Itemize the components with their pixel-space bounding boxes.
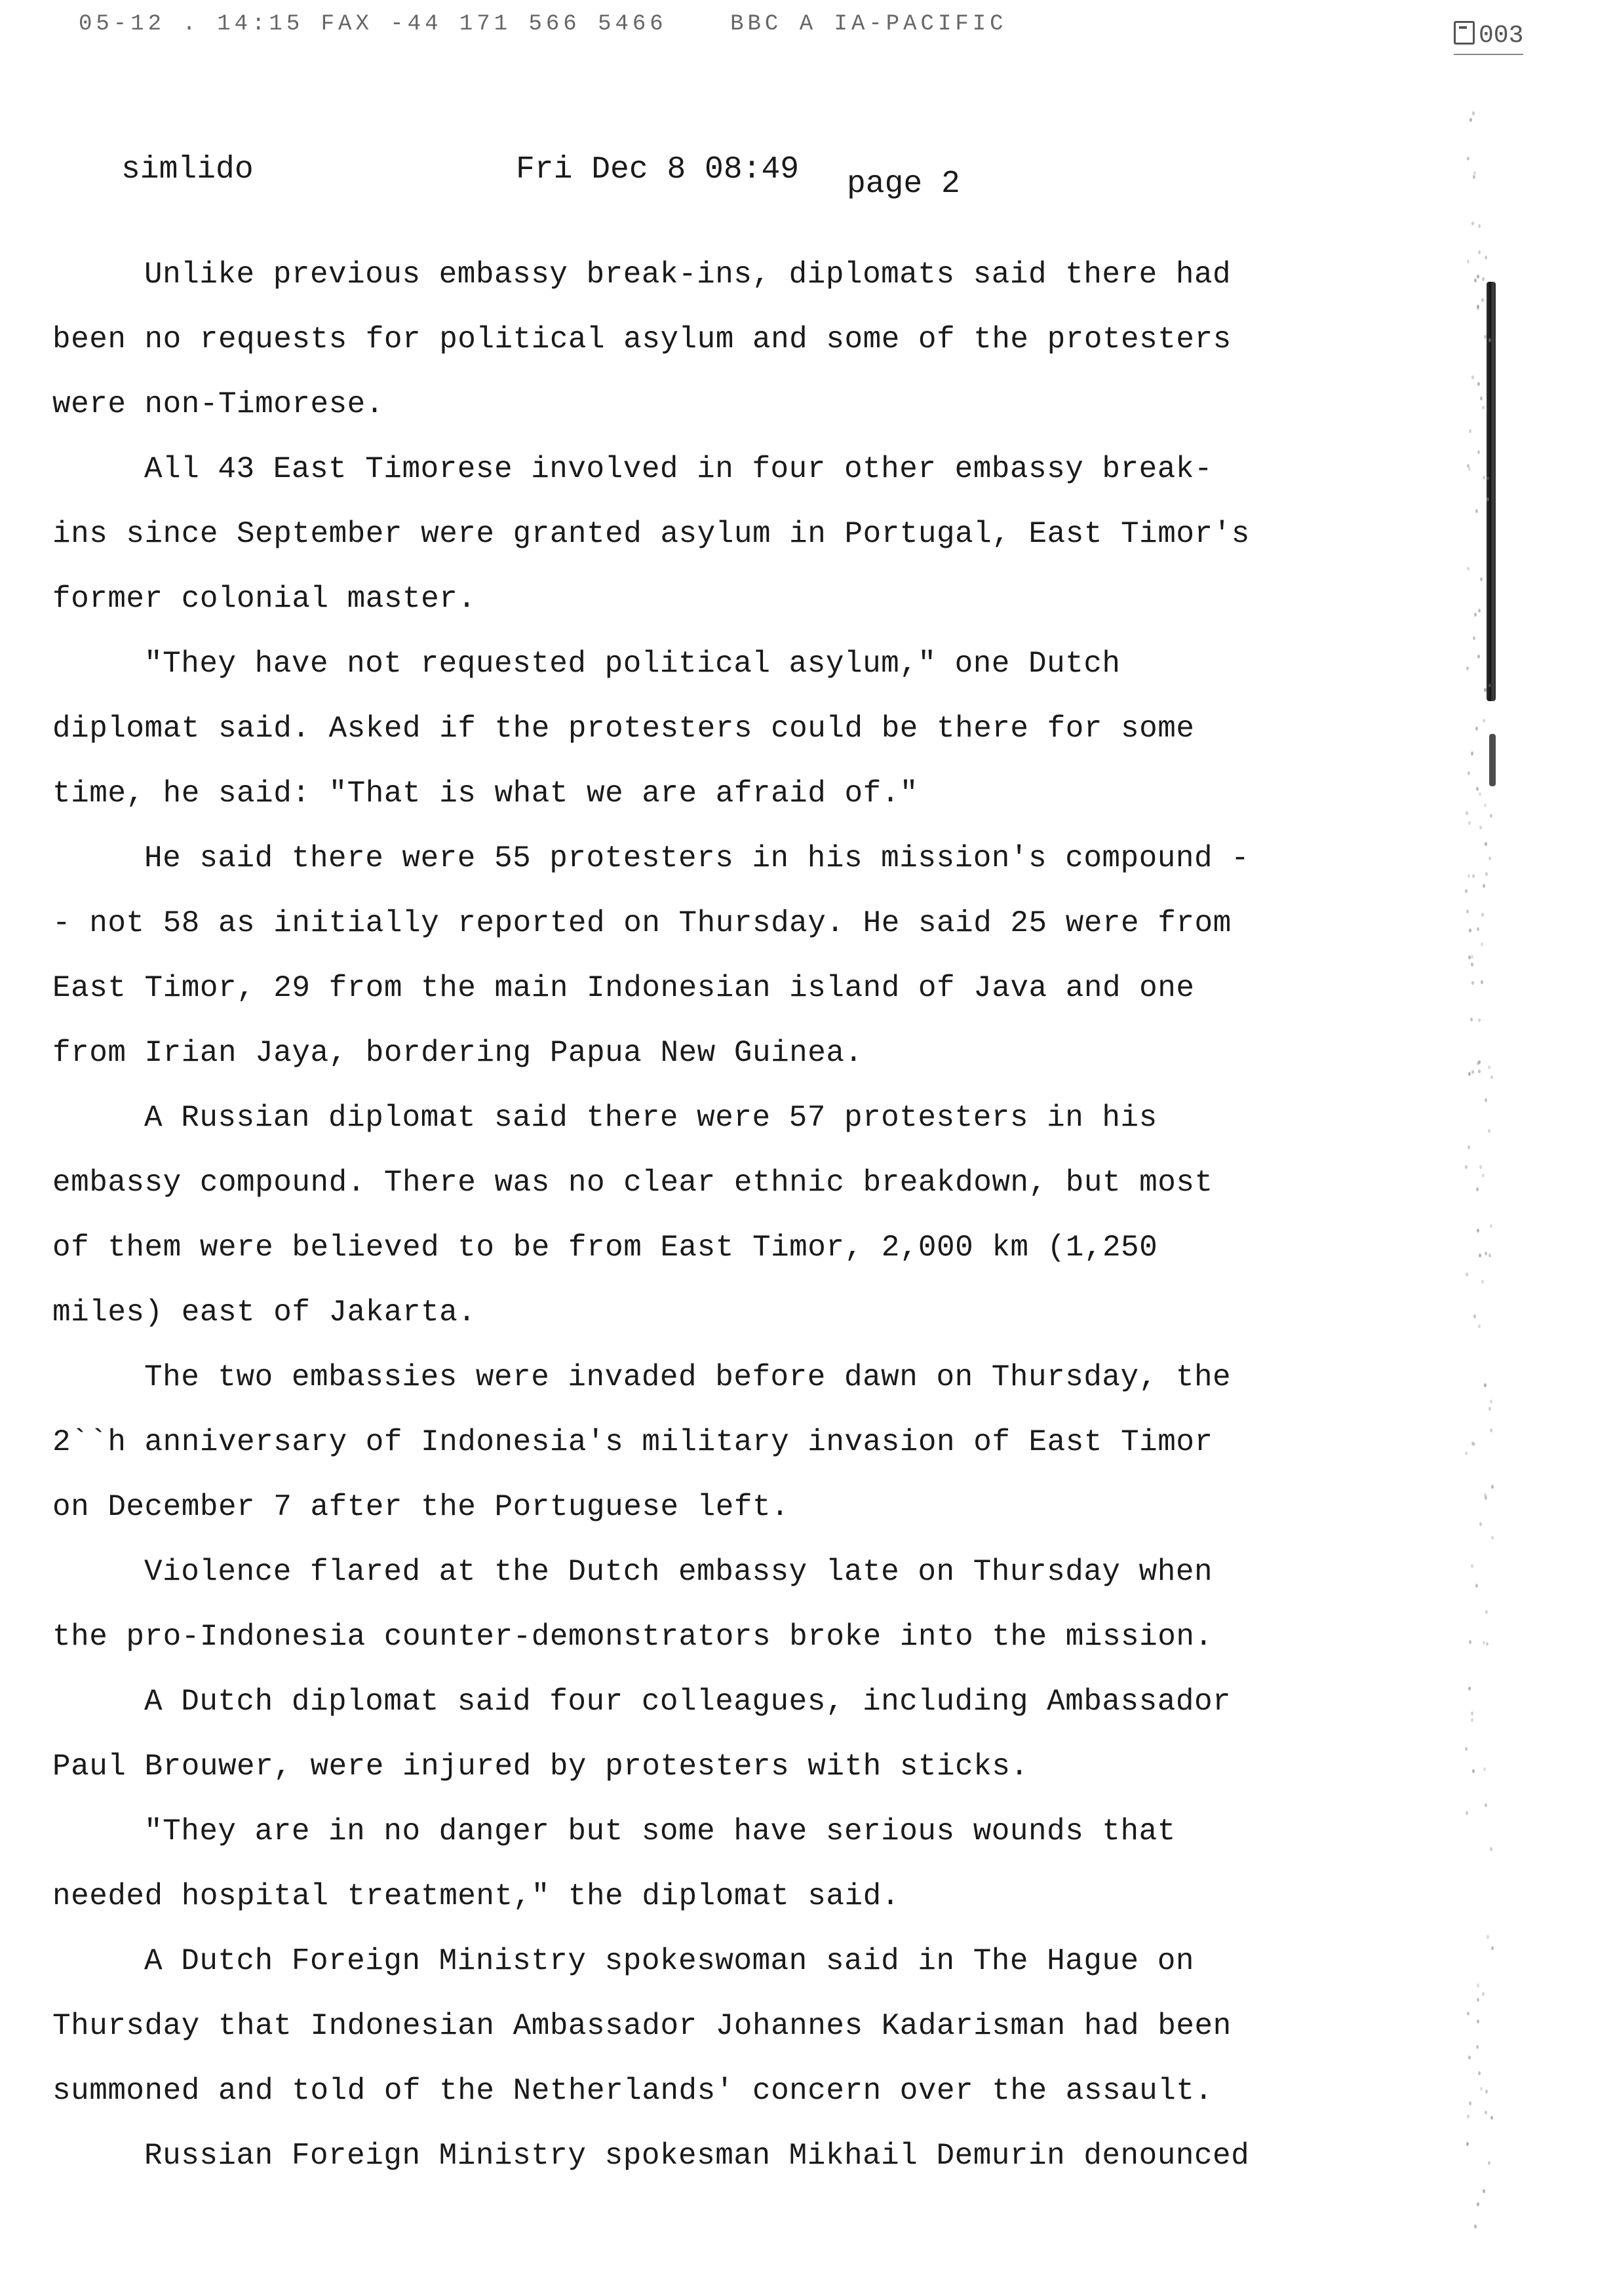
fax-transmission-header [79, 12, 1053, 37]
scan-speck [1485, 842, 1487, 846]
scan-speck [1478, 609, 1481, 613]
scan-speck [1486, 1642, 1489, 1646]
paragraph: A Dutch Foreign Ministry spokeswoman said in The Hague on Thursday that Indonesian Ambassador Johannes Kadarisman had been summoned and told of the Netherlands' concern over the assault. [52, 1944, 1232, 2108]
scan-speck [1487, 476, 1489, 480]
fax-page-number [1454, 21, 1523, 55]
scan-speck [1483, 2189, 1485, 2193]
scan-speck [1491, 1536, 1494, 1540]
fax-timestamp-number: 05-12 . 14:15 FAX -44 171 566 5466 [79, 12, 667, 37]
scan-speck [1468, 2056, 1471, 2059]
scan-speck [1477, 382, 1480, 386]
scan-speck [1477, 275, 1479, 278]
scan-speck [1469, 928, 1471, 932]
scan-speck [1471, 963, 1473, 966]
scan-speck [1467, 2012, 1469, 2016]
fax-page-number-text: 003 [1479, 22, 1524, 50]
scan-speck [1467, 259, 1469, 263]
scan-speck [1468, 955, 1471, 959]
paragraph: The two embassies were invaded before dawn on Thursday, the 2``h anniversary of Indonesia's military invasion of East Timor on December 7 after the Portuguese left. [52, 1360, 1232, 1524]
scan-speck [1487, 1935, 1489, 1939]
article-body [52, 242, 1258, 2189]
scan-speck [1468, 1072, 1471, 1076]
scan-speck [1477, 655, 1480, 659]
scan-speck [1483, 719, 1485, 723]
scan-speck [1466, 1272, 1468, 1276]
scan-speck [1476, 787, 1479, 791]
paragraph: All 43 East Timorese involved in four other embassy break-ins since September were granted asylum in Portugal, East Timor's former colonial master. [52, 452, 1250, 616]
scan-speck [1470, 1018, 1473, 1022]
scan-speck [1488, 1065, 1490, 1069]
scan-speck [1472, 874, 1475, 878]
scan-speck [1491, 1485, 1494, 1489]
paragraph: Violence flared at the Dutch embassy late on Thursday when the pro-Indonesia counter-demonstrators broke into the mission. [52, 1555, 1213, 1654]
scan-speck [1483, 884, 1485, 888]
story-slug: simlido [121, 152, 254, 187]
scan-speck [1468, 1145, 1470, 1149]
scan-speck [1490, 1400, 1492, 1404]
scan-speck [1466, 811, 1468, 815]
scan-speck [1482, 406, 1485, 410]
scan-speck [1466, 2142, 1469, 2146]
scan-speck [1485, 1252, 1487, 1255]
paragraph: "They have not requested political asylum," one Dutch diplomat said. Asked if the protesters could be there for some time, he said: "That is what we are afraid of." [52, 647, 1195, 811]
fax-sender: BBC A IA-PACIFIC [730, 12, 1007, 37]
scan-speck [1468, 1687, 1471, 1691]
scan-speck [1468, 874, 1470, 878]
paragraph: A Russian diplomat said there were 57 protesters in his embassy compound. There was no clear ethnic breakdown, but most of them were believed to be from East Timor, 2,000 km (1,250 miles) east of Jakarta. [52, 1101, 1213, 1330]
scan-speck [1477, 1062, 1479, 1065]
scan-speck [1489, 338, 1491, 342]
scan-speck [1484, 803, 1487, 807]
scan-speck [1468, 467, 1471, 471]
scan-speck [1477, 2019, 1479, 2023]
scan-speck [1478, 250, 1481, 254]
scan-speck [1490, 1847, 1492, 1851]
scan-speck [1489, 856, 1491, 860]
scan-artifact-bar [1487, 282, 1496, 701]
scan-speck [1487, 497, 1489, 501]
scan-speck [1491, 1946, 1494, 1950]
scan-speck [1468, 821, 1471, 825]
scan-speck [1477, 927, 1479, 931]
scan-speck [1466, 666, 1469, 670]
scan-speck [1467, 2114, 1469, 2118]
scan-speck [1481, 298, 1484, 302]
scan-speck [1478, 2071, 1481, 2075]
scan-speck [1476, 1187, 1479, 1191]
scan-speck [1479, 1522, 1482, 1526]
scan-speck [1471, 375, 1474, 379]
scan-speck [1484, 1493, 1487, 1497]
scan-speck [1474, 613, 1477, 617]
scan-speck [1475, 509, 1478, 513]
scan-artifact-mark [1489, 734, 1496, 786]
scan-speck [1471, 221, 1474, 225]
scan-speck [1472, 1769, 1475, 1773]
scan-speck [1467, 157, 1469, 161]
scan-speck [1480, 2087, 1483, 2091]
scan-speck [1469, 2101, 1471, 2105]
scan-speck [1484, 335, 1487, 339]
scan-speck [1469, 118, 1472, 122]
scan-speck [1485, 872, 1488, 876]
scan-speck [1466, 909, 1469, 913]
scan-speck [1489, 683, 1491, 687]
scan-speck [1465, 1165, 1468, 1169]
scan-speck [1478, 1018, 1481, 1022]
scan-speck [1477, 305, 1479, 309]
scan-speck [1478, 1324, 1481, 1328]
scan-speck [1481, 980, 1483, 984]
scan-speck [1466, 1811, 1468, 1815]
dateline: Fri Dec 8 08:49 [516, 152, 800, 187]
scan-speck [1465, 1747, 1468, 1751]
scan-speck [1465, 1451, 1468, 1455]
page-label: page 2 [847, 166, 960, 202]
scan-speck [1471, 981, 1474, 985]
scan-speck [1490, 2116, 1493, 2120]
fax-icon [1454, 21, 1475, 45]
scan-speck [1471, 1070, 1474, 1074]
scan-speck [1469, 1640, 1471, 1644]
paragraph: Russian Foreign Ministry spokesman Mikhail Demurin denounced [144, 2139, 1250, 2173]
scan-speck [1478, 224, 1481, 228]
paragraph: "They are in no danger but some have serious wounds that needed hospital treatment," the diplomat said. [52, 1814, 1176, 1913]
scan-speck [1477, 450, 1480, 454]
paragraph: He said there were 55 protesters in his mission's compound -- not 58 as initially reported on Thursday. He said 25 were from East Timor, 29 from the main Indonesian island of Java and one from Irian Jaya, bordering Papua New Guinea. [52, 841, 1250, 1070]
scan-speck [1469, 429, 1471, 433]
scan-speck [1480, 577, 1483, 581]
paragraph: A Dutch diplomat said four colleagues, including Ambassador Paul Brouwer, were injured by protesters with sticks. [52, 1685, 1232, 1784]
scan-speck [1481, 1280, 1484, 1284]
scan-speck [1468, 771, 1470, 775]
scan-speck [1485, 1098, 1487, 1102]
scan-speck [1467, 567, 1469, 571]
paragraph: Unlike previous embassy break-ins, diplomats said there had been no requests for political asylum and some of the protesters were non-Timorese. [52, 258, 1232, 421]
scan-speck [1471, 955, 1473, 959]
scan-speck [1465, 889, 1468, 893]
scan-speck [1476, 2045, 1479, 2049]
scan-speck [1485, 1803, 1487, 1807]
